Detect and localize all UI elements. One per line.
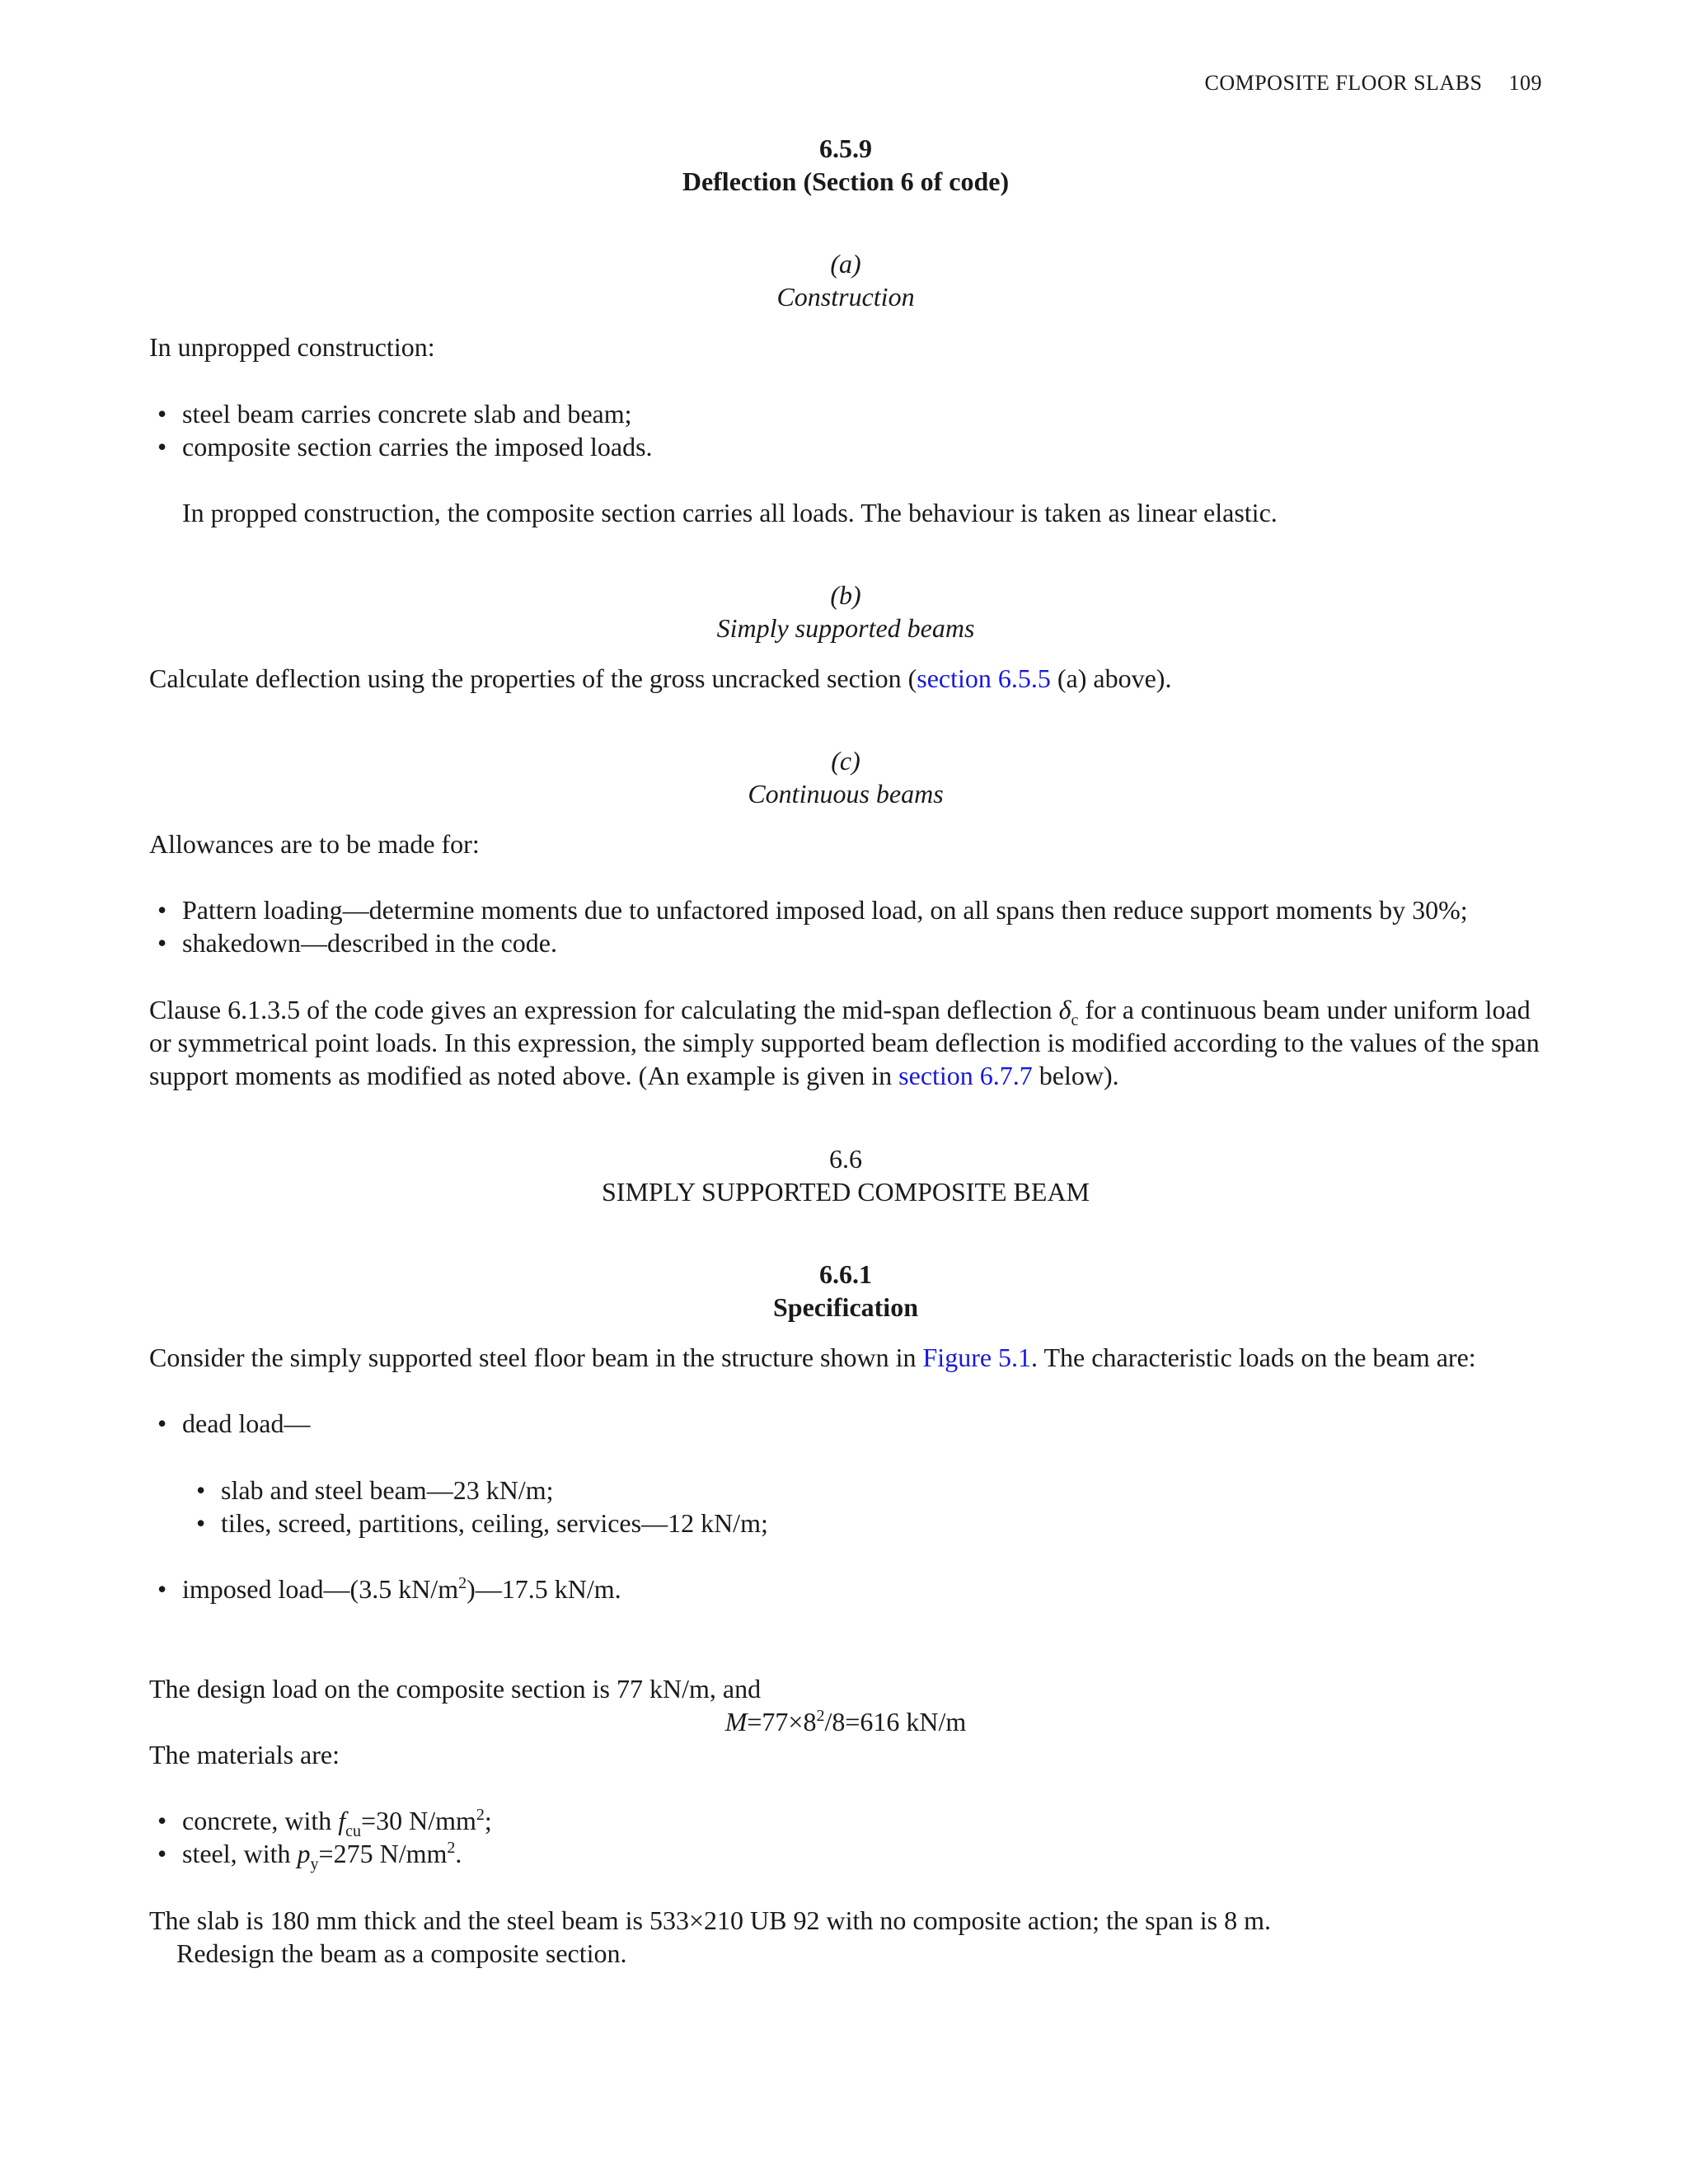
symbol: f	[338, 1806, 346, 1835]
text: Consider the simply supported steel floor beam in the structure shown in	[149, 1343, 923, 1372]
subsection-b-heading	[149, 579, 1542, 644]
section-title: SIMPLY SUPPORTED COMPOSITE BEAM	[601, 1177, 1090, 1207]
text: =275 N/mm	[318, 1839, 448, 1868]
subscript: y	[310, 1855, 319, 1873]
sub-bullet-list	[149, 1474, 1542, 1540]
bullet-list	[149, 1407, 1542, 1440]
section-link[interactable]: section 6.7.7	[898, 1061, 1033, 1090]
subsection-c-heading	[149, 744, 1542, 810]
text: ;	[484, 1806, 492, 1835]
bullet-list	[149, 893, 1542, 959]
text: /8=616 kN/m	[824, 1707, 967, 1736]
superscript: 2	[458, 1574, 467, 1592]
superscript: 2	[476, 1806, 485, 1824]
list-item: • slab and steel beam—23 kN/m;	[149, 1474, 1542, 1507]
list-item: • dead load—	[149, 1407, 1542, 1440]
text: below).	[1032, 1061, 1119, 1090]
figure-link[interactable]: Figure 5.1	[922, 1343, 1032, 1372]
paragraph	[149, 993, 1542, 1092]
section-number: 6.5.9	[819, 134, 872, 163]
text: Calculate deflection using the properties of the gross uncracked section (	[149, 663, 917, 693]
superscript: 2	[816, 1707, 825, 1725]
text: (a) above).	[1050, 663, 1172, 693]
moment-symbol: M	[724, 1707, 748, 1736]
section-6-5-9-heading	[149, 132, 1542, 198]
text: . The characteristic loads on the beam are:	[1031, 1343, 1476, 1372]
text: for a continuous beam under uniform load or symmetrical point loads. In this expression, the simply supported beam deflection is modified according to the values of the span support moments as modified as noted above. (An example is given in	[149, 995, 1540, 1090]
paragraph: Redesign the beam as a composite section.	[176, 1938, 627, 1968]
subsection-title: Continuous beams	[748, 779, 944, 808]
subscript: cu	[345, 1822, 362, 1840]
equation	[149, 1705, 1542, 1738]
delta-symbol: δ	[1058, 995, 1071, 1024]
text: steel, with	[182, 1839, 298, 1868]
section-6-6-1-heading	[149, 1258, 1542, 1324]
paragraph: The materials are:	[149, 1740, 340, 1769]
section-6-6-heading	[149, 1142, 1542, 1208]
paragraph: In unpropped construction:	[149, 332, 435, 362]
text: Clause 6.1.3.5 of the code gives an expression for calculating the mid-span deflection	[149, 995, 1059, 1024]
running-head	[1204, 71, 1542, 96]
symbol: p	[297, 1839, 311, 1868]
list-item	[149, 1837, 1542, 1873]
bullet-list	[149, 1572, 1542, 1605]
text: =77×8	[747, 1707, 817, 1736]
text: imposed load—(3.5 kN/m	[182, 1574, 459, 1604]
subsection-title: Construction	[776, 282, 915, 312]
paragraph: The design load on the composite section is 77 kN/m, and	[149, 1674, 762, 1704]
page-number: 109	[1508, 71, 1542, 95]
paragraph: Allowances are to be made for:	[149, 829, 480, 859]
list-item	[149, 1804, 1542, 1840]
section-title: Deflection (Section 6 of code)	[682, 166, 1010, 196]
subsection-label: (b)	[830, 580, 861, 610]
subscript: c	[1071, 1011, 1079, 1029]
text: .	[455, 1839, 462, 1868]
bullet-list	[149, 397, 1542, 463]
section-number: 6.6	[829, 1144, 862, 1174]
subsection-label: (c)	[831, 746, 860, 776]
list-item: • composite section carries the imposed loads.	[149, 430, 1542, 463]
section-number: 6.6.1	[819, 1259, 872, 1289]
bullet-list	[149, 1804, 1542, 1873]
text: concrete, with	[182, 1806, 339, 1835]
text: )—17.5 kN/m.	[467, 1574, 621, 1604]
list-item: • Pattern loading—determine moments due to unfactored imposed load, on all spans then reduce support moments by 30%;	[149, 893, 1542, 926]
subsection-title: Simply supported beams	[716, 613, 975, 643]
section-title: Specification	[773, 1292, 918, 1322]
list-item: • steel beam carries concrete slab and beam;	[149, 397, 1542, 430]
subsection-label: (a)	[830, 249, 861, 279]
superscript: 2	[447, 1839, 456, 1857]
running-head-title: COMPOSITE FLOOR SLABS	[1204, 71, 1483, 95]
section-link[interactable]: section 6.5.5	[917, 663, 1051, 693]
text: =30 N/mm	[361, 1806, 476, 1835]
list-item: • shakedown—described in the code.	[149, 926, 1542, 959]
list-item	[149, 1572, 1542, 1605]
paragraph	[149, 1341, 1542, 1374]
paragraph: In propped construction, the composite section carries all loads. The behaviour is taken as linear elastic.	[182, 498, 1278, 527]
list-item: • tiles, screed, partitions, ceiling, services—12 kN/m;	[149, 1507, 1542, 1540]
paragraph: The slab is 180 mm thick and the steel beam is 533×210 UB 92 with no composite action; the span is 8 m.	[149, 1905, 1271, 1935]
paragraph	[149, 662, 1542, 695]
subsection-a-heading	[149, 247, 1542, 313]
